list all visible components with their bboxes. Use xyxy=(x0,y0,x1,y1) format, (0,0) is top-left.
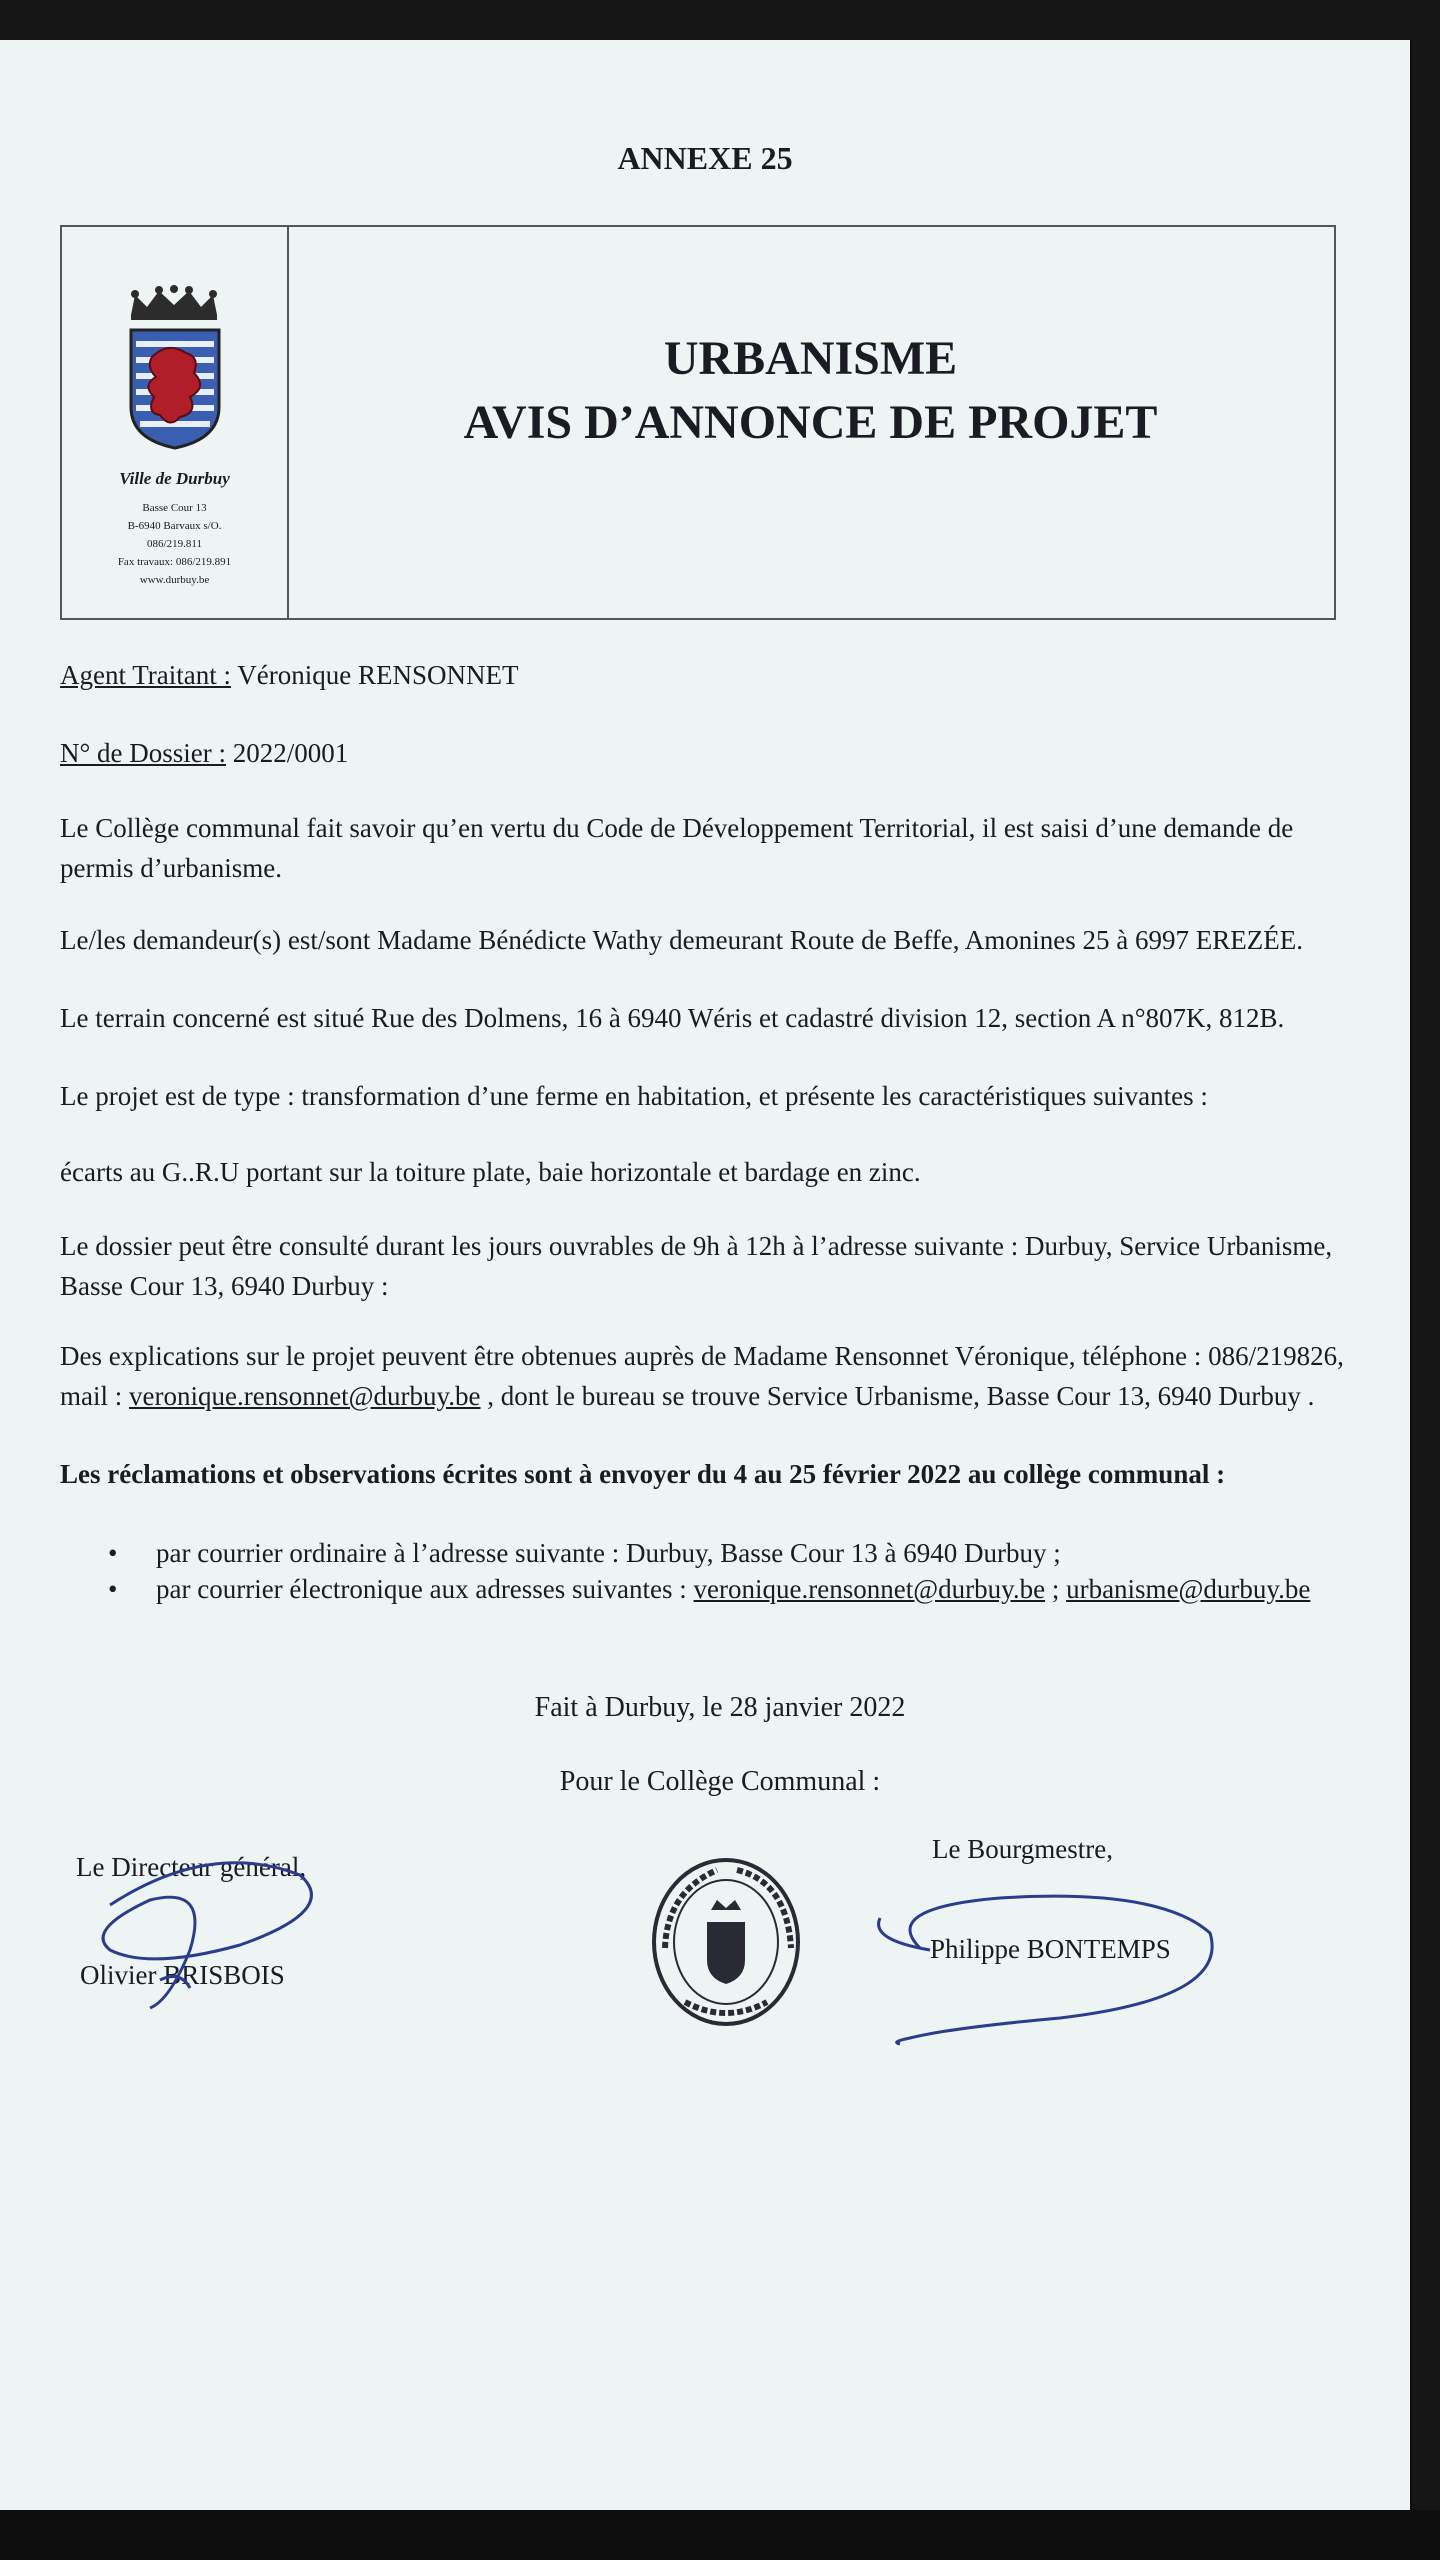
closing-date: Fait à Durbuy, le 28 janvier 2022 xyxy=(534,1692,906,1723)
annexe-label: ANNEXE 25 xyxy=(617,140,793,176)
ville-address xyxy=(62,499,287,589)
address-line: B-6940 Barvaux s/O. xyxy=(127,520,222,532)
paragraph-ecarts: écarts au G..R.U portant sur la toiture plate, baie horizontale et bardage en zinc. xyxy=(60,1157,921,1187)
email-link[interactable]: veronique.rensonnet@durbuy.be xyxy=(129,1381,481,1411)
address-line: 086/219.811 xyxy=(147,538,202,550)
signature-icon xyxy=(860,1878,1230,2058)
paragraph-demandeur: Le/les demandeur(s) est/sont Madame Bénédicte Wathy demeurant Route de Beffe, Amonines 25 à 6997 EREZÉE. xyxy=(60,925,1303,955)
signature-icon xyxy=(90,1850,330,2020)
bullet-text: par courrier électronique aux adresses suivantes : xyxy=(156,1574,687,1604)
paragraph-consultation: Le dossier peut être consulté durant les jours ouvrables de 9h à 12h à l’adresse suivante : Durbuy, Service Urbanisme, Basse Cour 13, 6940 Durbuy : xyxy=(60,1231,1333,1301)
address-line: www.durbuy.be xyxy=(139,574,210,586)
explications-text-end: , dont le bureau se trouve Service Urbanisme, Basse Cour 13, 6940 Durbuy . xyxy=(480,1381,1315,1411)
explications-text: Des explications sur le projet peuvent être obtenues auprès de Madame Rensonnet Véronique, téléphone : 086/219826, mail : xyxy=(60,1341,1344,1411)
list-item xyxy=(108,1571,1358,1607)
separator: ; xyxy=(1045,1574,1067,1604)
agent-value: Véronique RENSONNET xyxy=(231,660,519,690)
title-line-1: URBANISME xyxy=(663,332,958,385)
left-signatory-title: Le Directeur général, xyxy=(76,1852,307,1882)
address-line: Basse Cour 13 xyxy=(142,502,207,514)
bullet-text: par courrier ordinaire à l’adresse suivante : Durbuy, Basse Cour 13 à 6940 Durbuy ; xyxy=(156,1538,1061,1568)
paragraph-reclamations: Les réclamations et observations écrites sont à envoyer du 4 au 25 février 2022 au collège communal : xyxy=(60,1459,1226,1489)
paragraph-projet: Le projet est de type : transformation d’une ferme en habitation, et présente les caractéristiques suivantes : xyxy=(60,1081,1208,1111)
right-signatory-name: Philippe BONTEMPS xyxy=(930,1934,1171,1964)
header-box xyxy=(60,225,1336,620)
dossier-field xyxy=(60,738,348,769)
list-item xyxy=(108,1535,1358,1571)
coat-of-arms-icon xyxy=(128,327,222,451)
paragraph-collège: Le Collège communal fait savoir qu’en vertu du Code de Développement Territorial, il est saisi d’une demande de permis d’urbanisme. xyxy=(60,813,1294,883)
bullet-list xyxy=(108,1535,1358,1607)
seal-icon xyxy=(645,1852,807,2032)
dossier-label: N° de Dossier : xyxy=(60,738,227,768)
left-signatory-name: Olivier BRISBOIS xyxy=(80,1960,285,1990)
address-line: Fax travaux: 086/219.891 xyxy=(117,556,232,568)
bullet-icon: • xyxy=(108,1574,118,1604)
right-signatory-title: Le Bourgmestre, xyxy=(932,1834,1113,1864)
closing-for: Pour le Collège Communal : xyxy=(559,1766,881,1797)
email-link[interactable]: veronique.rensonnet@durbuy.be xyxy=(693,1574,1046,1604)
bullet-icon: • xyxy=(108,1538,118,1568)
paragraph-terrain: Le terrain concerné est situé Rue des Dolmens, 16 à 6940 Wéris et cadastré division 12, section A n°807K, 812B. xyxy=(60,1003,1285,1033)
paragraph-explications xyxy=(60,1336,1360,1416)
document-title xyxy=(287,327,1334,455)
agent-field xyxy=(60,660,518,691)
document-page xyxy=(0,40,1410,2510)
dossier-value: 2022/0001 xyxy=(226,738,349,768)
title-line-2: AVIS D’ANNONCE DE PROJET xyxy=(463,396,1158,449)
agent-label: Agent Traitant : xyxy=(60,660,232,690)
ville-name: Ville de Durbuy xyxy=(119,469,230,488)
screen-bezel xyxy=(0,2510,1440,2560)
crown-icon xyxy=(125,285,223,321)
email-link[interactable]: urbanisme@durbuy.be xyxy=(1066,1574,1311,1604)
screen xyxy=(0,40,1412,2510)
logo-cell xyxy=(62,227,289,618)
